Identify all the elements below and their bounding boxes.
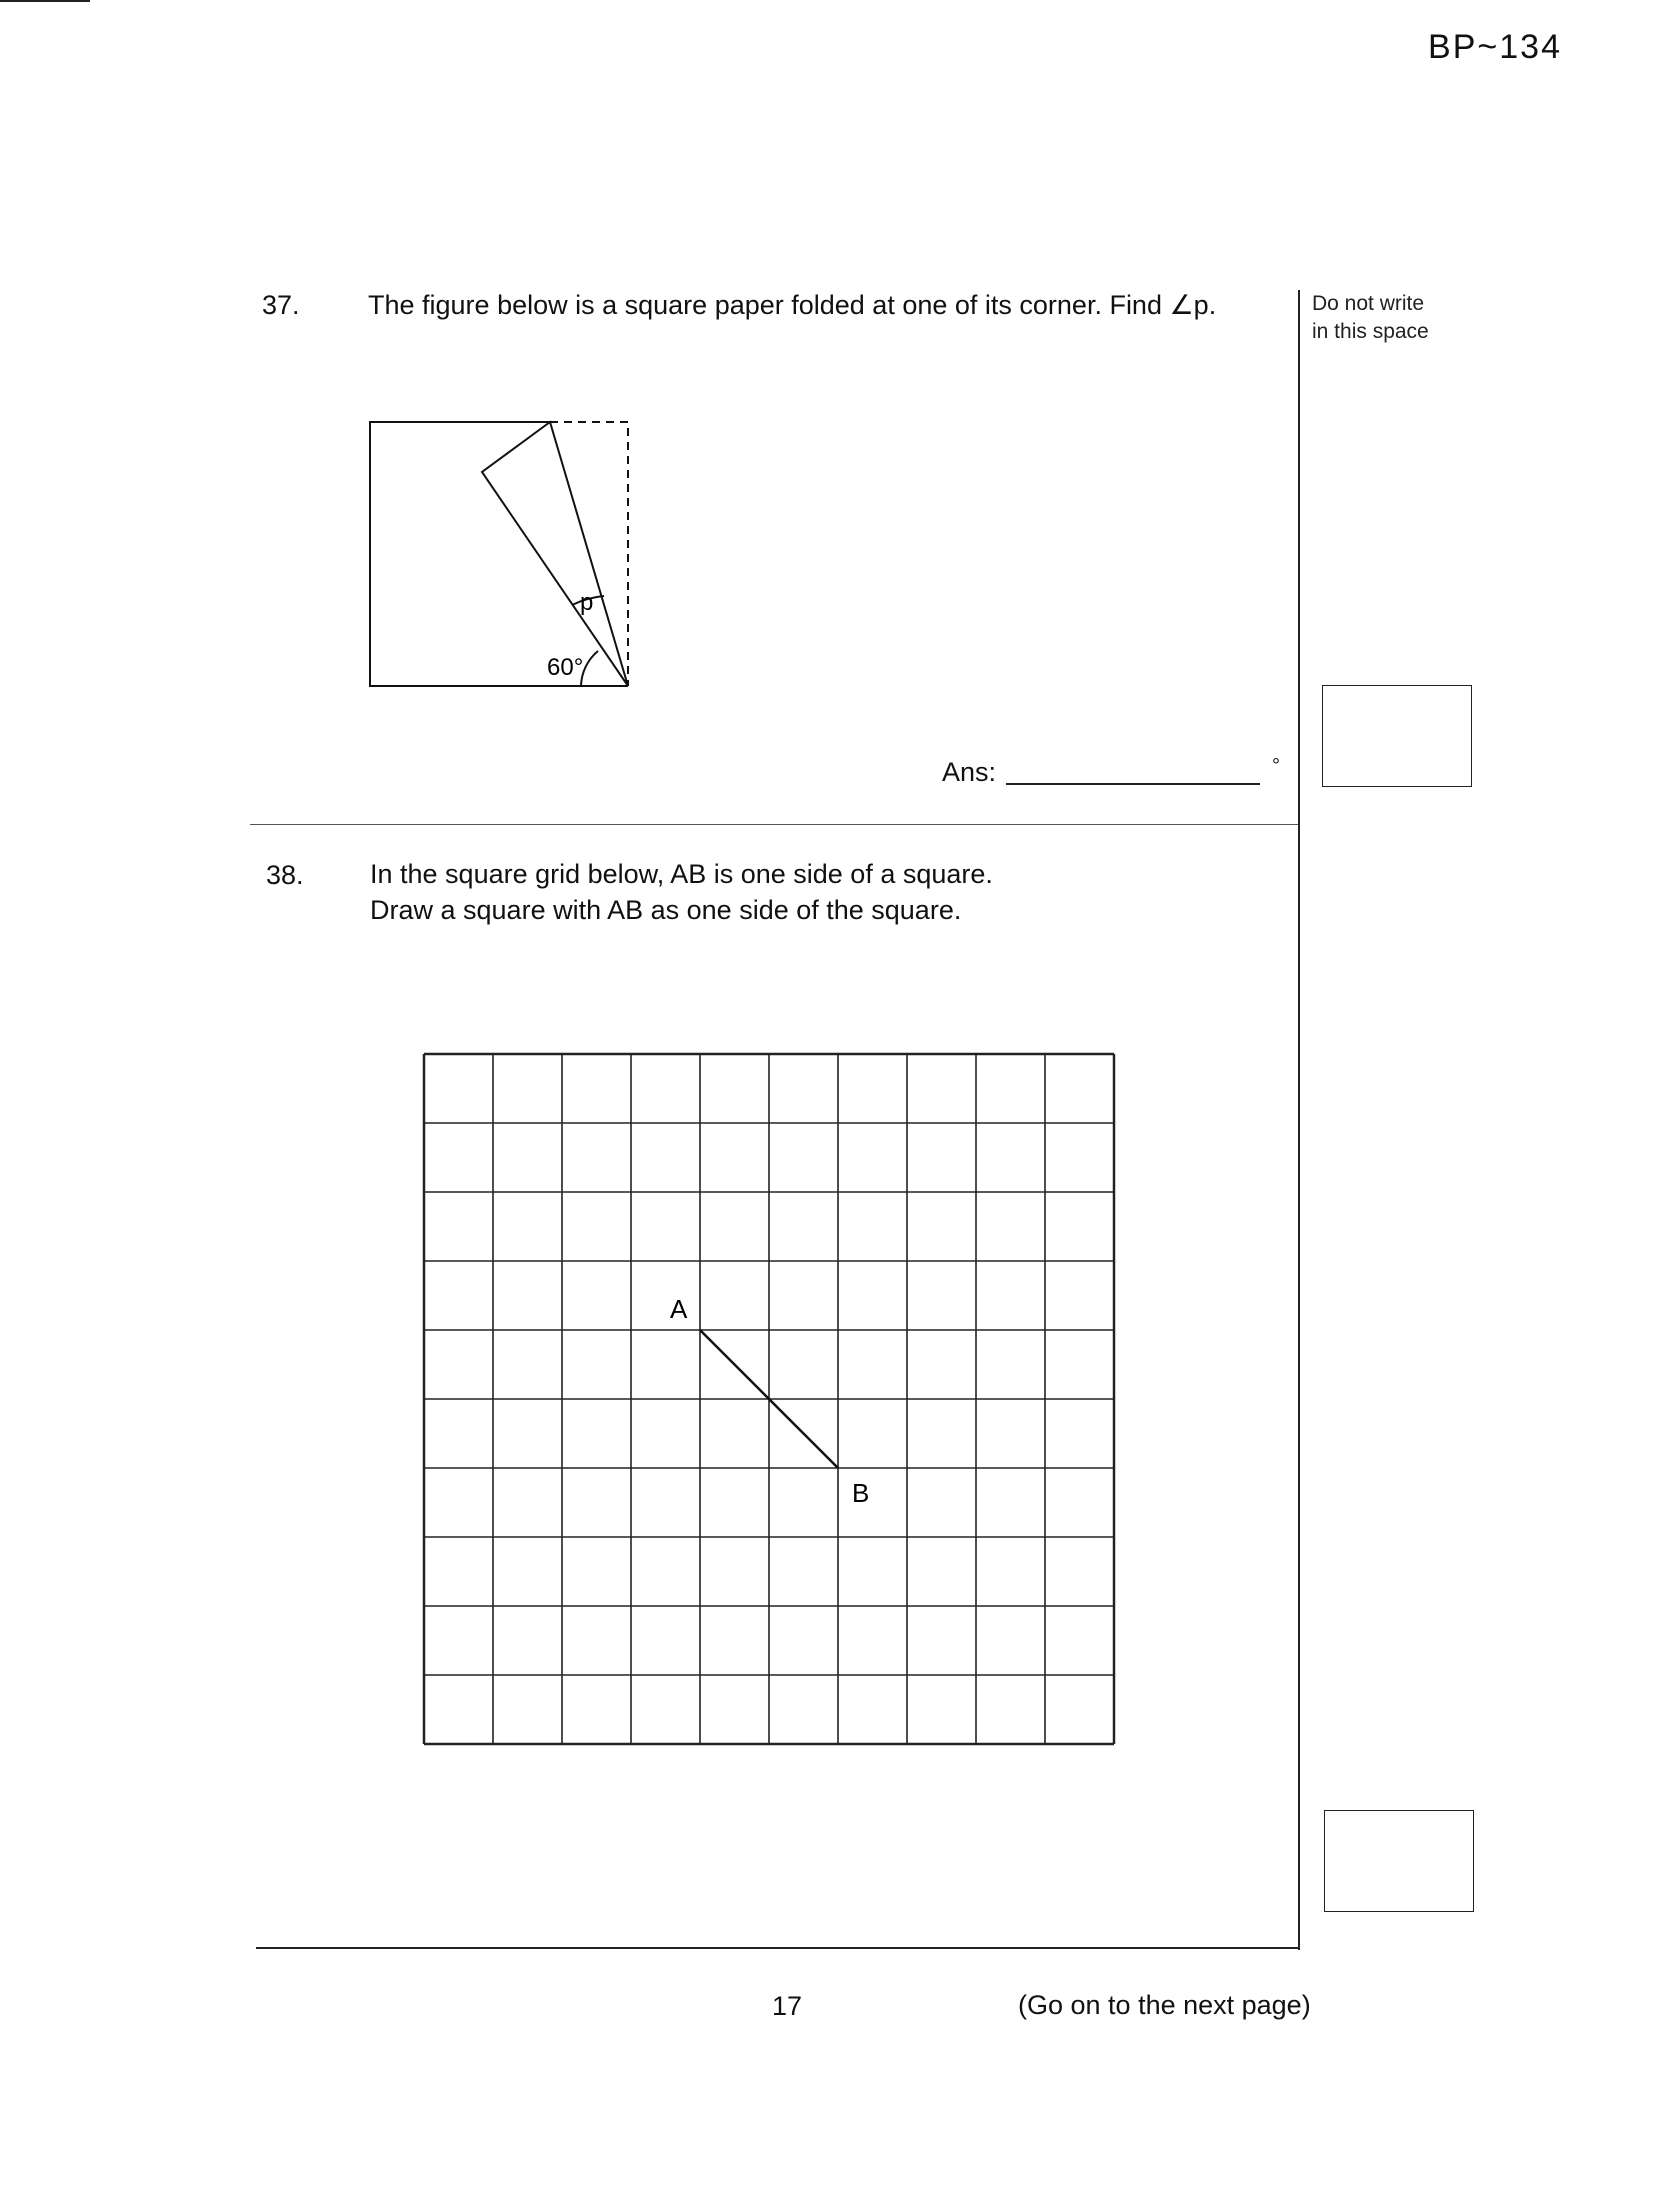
top-edge-mark (0, 0, 90, 2)
page-number: 17 (772, 1991, 803, 2021)
q38-marks-box[interactable] (1324, 1810, 1474, 1912)
q38-line2: Draw a square with AB as one side of the square. (370, 895, 962, 925)
sixty-degree-arc (581, 651, 598, 686)
folded-square-figure (360, 410, 640, 700)
margin-divider (1298, 290, 1300, 1950)
margin-note-line1: Do not write (1312, 292, 1425, 315)
point-label-b: B (852, 1478, 870, 1508)
paper-code: BP~134 (1428, 28, 1562, 66)
question-separator (250, 824, 1298, 825)
q37-answer-field[interactable] (1006, 783, 1260, 785)
q38-number: 38. (266, 860, 304, 890)
q37-number: 37. (262, 290, 300, 320)
q37-text: The figure below is a square paper folded at one of its corner. Find ∠p. (368, 290, 1217, 320)
q38-text (370, 856, 993, 928)
margin-note (1312, 290, 1429, 346)
folded-flap (482, 422, 628, 686)
footer-rule (256, 1947, 1300, 1949)
q38-line1: In the square grid below, AB is one side of a square. (370, 859, 993, 889)
go-on-note: (Go on to the next page) (1018, 1990, 1311, 2020)
q37-answer-label: Ans: (942, 757, 997, 787)
point-label-a: A (670, 1294, 688, 1324)
square-grid[interactable] (400, 1030, 1140, 1770)
q37-marks-box[interactable] (1322, 685, 1472, 787)
angle-label-60: 60° (547, 654, 584, 681)
margin-note-line2: in this space (1312, 320, 1429, 343)
q37-answer-unit: ° (1272, 755, 1280, 777)
angle-label-p: p (580, 589, 594, 616)
